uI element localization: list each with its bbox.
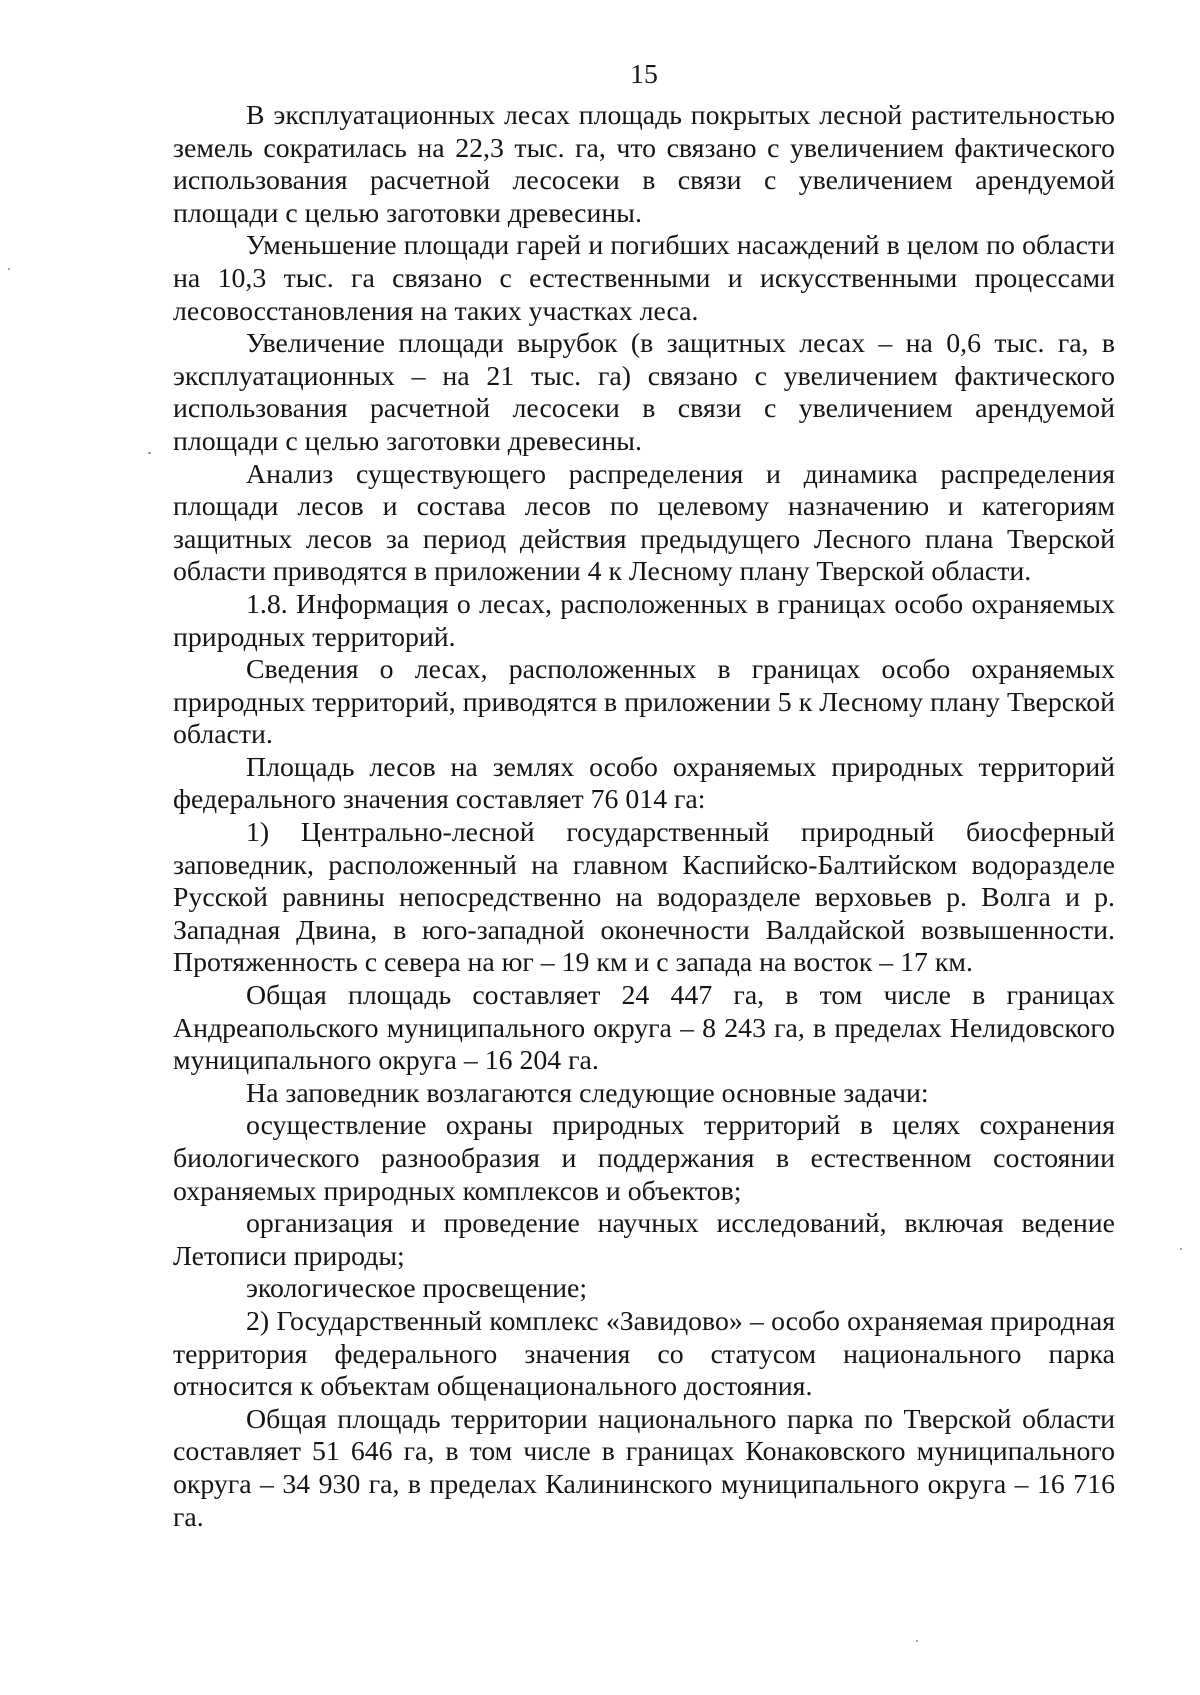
paragraph-clearings: Увеличение площади вырубок (в защитных лесах – на 0,6 тыс. га, в эксплуатационных – на 21 тыс. га) связано с увеличением фактического использования расчетной лесосеки в связи с увеличением арендуемой площади с целью заготовки древесины. — [173, 328, 1115, 457]
scan-speck — [148, 452, 151, 454]
paragraph-burned-areas: Уменьшение площади гарей и погибших насаждений в целом по области на 10,3 тыс. га связано с естественными и искусственными процессами лесовосстановления на таких участках леса. — [173, 230, 1115, 327]
scan-speck — [8, 268, 10, 270]
task-protection: осуществление охраны природных территорий в целях сохранения биологического разнообразия и поддержания в естественном состоянии охраняемых природных комплексов и объектов; — [173, 1110, 1115, 1207]
scan-speck — [1180, 1248, 1182, 1250]
scan-speck — [916, 1640, 918, 1642]
paragraph-exploitation-forests: В эксплуатационных лесах площадь покрытых лесной растительностью земель сократилась на 22,3 тыс. га, что связано с увеличением фактического использования расчетной лесосеки в связи с увеличением арендуемой площади с целью заготовки древесины. — [173, 100, 1115, 229]
paragraph-reserve-area: Общая площадь составляет 24 447 га, в том числе в границах Андреапольского муниципального округа – 8 243 га, в пределах Нелидовского муниципального округа – 16 204 га. — [173, 980, 1115, 1077]
list-item-zavidovo: 2) Государственный комплекс «Завидово» – особо охраняемая природная территория федерального значения со статусом национального парка относится к объектам общенационального достояния. — [173, 1305, 1115, 1403]
page-number: 15 — [630, 59, 658, 90]
paragraph-appendix-5: Сведения о лесах, расположенных в границах особо охраняемых природных территорий, приводятся в приложении 5 к Лесному плану Тверской области. — [173, 654, 1115, 751]
paragraph-federal-area: Площадь лесов на землях особо охраняемых природных территорий федерального значения составляет 76 014 га: — [173, 751, 1115, 816]
paragraph-park-area: Общая площадь территории национального парка по Тверской области составляет 51 646 га, в том числе в границах Конаковского муниципального округа – 34 930 га, в пределах Калининского муниципального округа – 16 716 га. — [173, 1403, 1115, 1533]
list-item-central-forest-reserve: 1) Центрально-лесной государственный природный биосферный заповедник, расположенный на главном Каспийско-Балтийском водоразделе Русской равнины непосредственно на водоразделе верховьев р. Волга и р. Западная Двина, в юго-западной оконечности Валдайской возвышенности. Протяженность с севера на юг – 19 км и с запада на восток – 17 км. — [173, 817, 1115, 979]
section-heading-1-8: 1.8. Информация о лесах, расположенных в границах особо охраняемых природных территорий. — [173, 588, 1115, 653]
paragraph-reserve-tasks: На заповедник возлагаются следующие основные задачи: — [246, 1077, 929, 1109]
paragraph-analysis: Анализ существующего распределения и динамика распределения площади лесов и состава лесов по целевому назначению и категориям защитных лесов за период действия предыдущего Лесного плана Тверской области приводятся в приложении 4 к Лесному плану Тверской области. — [173, 458, 1115, 588]
task-research: организация и проведение научных исследований, включая ведение Летописи природы; — [173, 1208, 1115, 1272]
task-education: экологическое просвещение; — [246, 1273, 588, 1305]
